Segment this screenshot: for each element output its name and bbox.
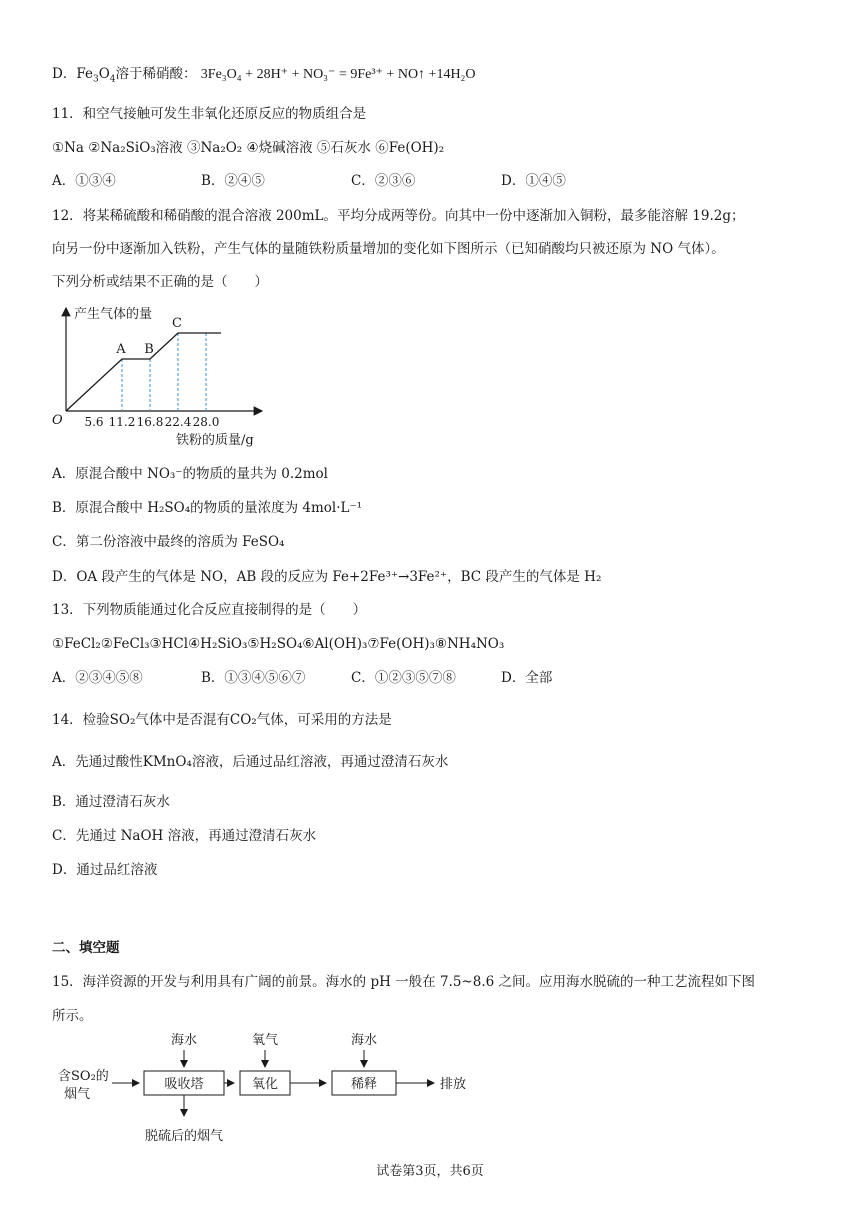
- x-tick-label-3: 22.4: [164, 415, 192, 429]
- q13-option-d[interactable]: D．全部: [501, 670, 553, 686]
- section-title: 二、填空题: [52, 940, 120, 956]
- q11-stem: 11．和空气接触可发生非氧化还原反应的物质组合是: [52, 106, 367, 122]
- flow-top2: 氧气: [251, 1033, 279, 1048]
- point-label-A: A: [116, 342, 126, 357]
- flow-output: 排放: [440, 1077, 467, 1092]
- q13-option-b[interactable]: B．①③④⑤⑥⑦: [201, 670, 306, 686]
- q10d-sub: 3: [92, 74, 99, 85]
- page-footer: 试卷第3页，共6页: [376, 1164, 484, 1179]
- flow-bottom1: 脱硫后的烟气: [144, 1129, 224, 1144]
- flow-top3: 海水: [350, 1033, 378, 1048]
- q15-stem-line1: 15．海洋资源的开发与利用具有广阔的前景。海水的 pH 一般在 7.5~8.6 之间。应用海水脱硫的一种工艺流程如下图: [52, 974, 756, 990]
- y-axis-label: 产生气体的量: [74, 307, 153, 322]
- point-label-C: C: [172, 316, 182, 331]
- q10d-prefix: D．Fe: [52, 66, 93, 82]
- q10-option-d: [52, 64, 476, 85]
- q10d-sub2: 4: [109, 74, 116, 85]
- q12-option-c[interactable]: C．第二份溶液中最终的溶质为 FeSO₄: [52, 534, 285, 550]
- q12-stem-line1: 12．将某稀硫酸和稀硝酸的混合溶液 200mL。平均分成两等份。向其中一份中逐渐加入铜粉，最多能溶解 19.2g；: [52, 208, 745, 224]
- flow-top1: 海水: [170, 1033, 198, 1048]
- flow-input-line1: 含SO₂的: [58, 1069, 109, 1084]
- q12-option-d[interactable]: D．OA 段产生的气体是 NO，AB 段的反应为 Fe+2Fe³⁺→3Fe²⁺，BC 段产生的气体是 H₂: [52, 569, 602, 585]
- flow-box2: 氧化: [251, 1077, 279, 1092]
- q10d-tail: 溶于稀硝酸：: [115, 66, 197, 82]
- q12-option-b[interactable]: B．原混合酸中 H₂SO₄的物质的量浓度为 4mol·L⁻¹: [52, 500, 363, 516]
- x-axis-label: 铁粉的质量/g: [176, 433, 254, 448]
- q10d-equation: 3Fe₃O₄ + 28H⁺ + NO₃⁻ = 9Fe³⁺ + NO↑ +14H₂O: [200, 67, 476, 82]
- q13-option-a[interactable]: A．②③④⑤⑧: [52, 670, 143, 686]
- q14-option-d[interactable]: D．通过品红溶液: [52, 862, 158, 878]
- q12-stem-line3: 下列分析或结果不正确的是（ ）: [52, 274, 268, 290]
- x-tick-label-1: 11.2: [108, 415, 136, 429]
- x-tick-label-0: 5.6: [84, 415, 104, 429]
- q10d-prefix2: O: [98, 66, 110, 82]
- q11-option-b[interactable]: B．②④⑤: [201, 173, 265, 189]
- q11-option-a[interactable]: A．①③④: [52, 173, 116, 189]
- q13-items: ①FeCl₂②FeCl₃③HCl④H₂SiO₃⑤H₂SO₄⑥Al(OH)₃⑦Fe(OH)₃⑧NH₄NO₃: [52, 636, 505, 652]
- q14-option-c[interactable]: C．先通过 NaOH 溶液，再通过澄清石灰水: [52, 828, 317, 844]
- flow-box1: 吸收塔: [164, 1077, 204, 1092]
- q14-option-a[interactable]: A．先通过酸性KMnO₄溶液，后通过品红溶液，再通过澄清石灰水: [52, 754, 449, 770]
- q11-option-d[interactable]: D．①④⑤: [501, 173, 566, 189]
- q12-option-a[interactable]: A．原混合酸中 NO₃⁻的物质的量共为 0.2mol: [52, 466, 328, 482]
- flow-input-line2: 烟气: [64, 1087, 91, 1102]
- q11-options: [52, 171, 752, 191]
- q14-option-b[interactable]: B．通过澄清石灰水: [52, 794, 170, 810]
- x-tick-label-4: 28.0: [192, 415, 220, 429]
- q12-stem-line2: 向另一份中逐渐加入铁粉，产生气体的量随铁粉质量增加的变化如下图所示（已知硝酸均只被还原为 NO 气体）。: [52, 241, 725, 257]
- point-label-B: B: [144, 342, 154, 357]
- q11-option-c[interactable]: C．②③⑥: [351, 173, 416, 189]
- q15-stem-line2: 所示。: [52, 1008, 93, 1024]
- q12-gas-chart: [44, 300, 284, 455]
- flow-box3: 稀释: [350, 1077, 378, 1092]
- q14-stem: 14．检验SO₂气体中是否混有CO₂气体，可采用的方法是: [52, 712, 392, 728]
- origin-label: O: [52, 413, 63, 428]
- q13-option-c[interactable]: C．①②③⑤⑦⑧: [351, 670, 456, 686]
- q15-flow-diagram: [50, 1026, 500, 1148]
- x-tick-label-2: 16.8: [136, 415, 164, 429]
- q13-options: [52, 668, 752, 688]
- q13-stem: 13．下列物质能通过化合反应直接制得的是（ ）: [52, 602, 367, 618]
- q11-items: ①Na ②Na₂SiO₃溶液 ③Na₂O₂ ④烧碱溶液 ⑤石灰水 ⑥Fe(OH)₂: [52, 140, 445, 156]
